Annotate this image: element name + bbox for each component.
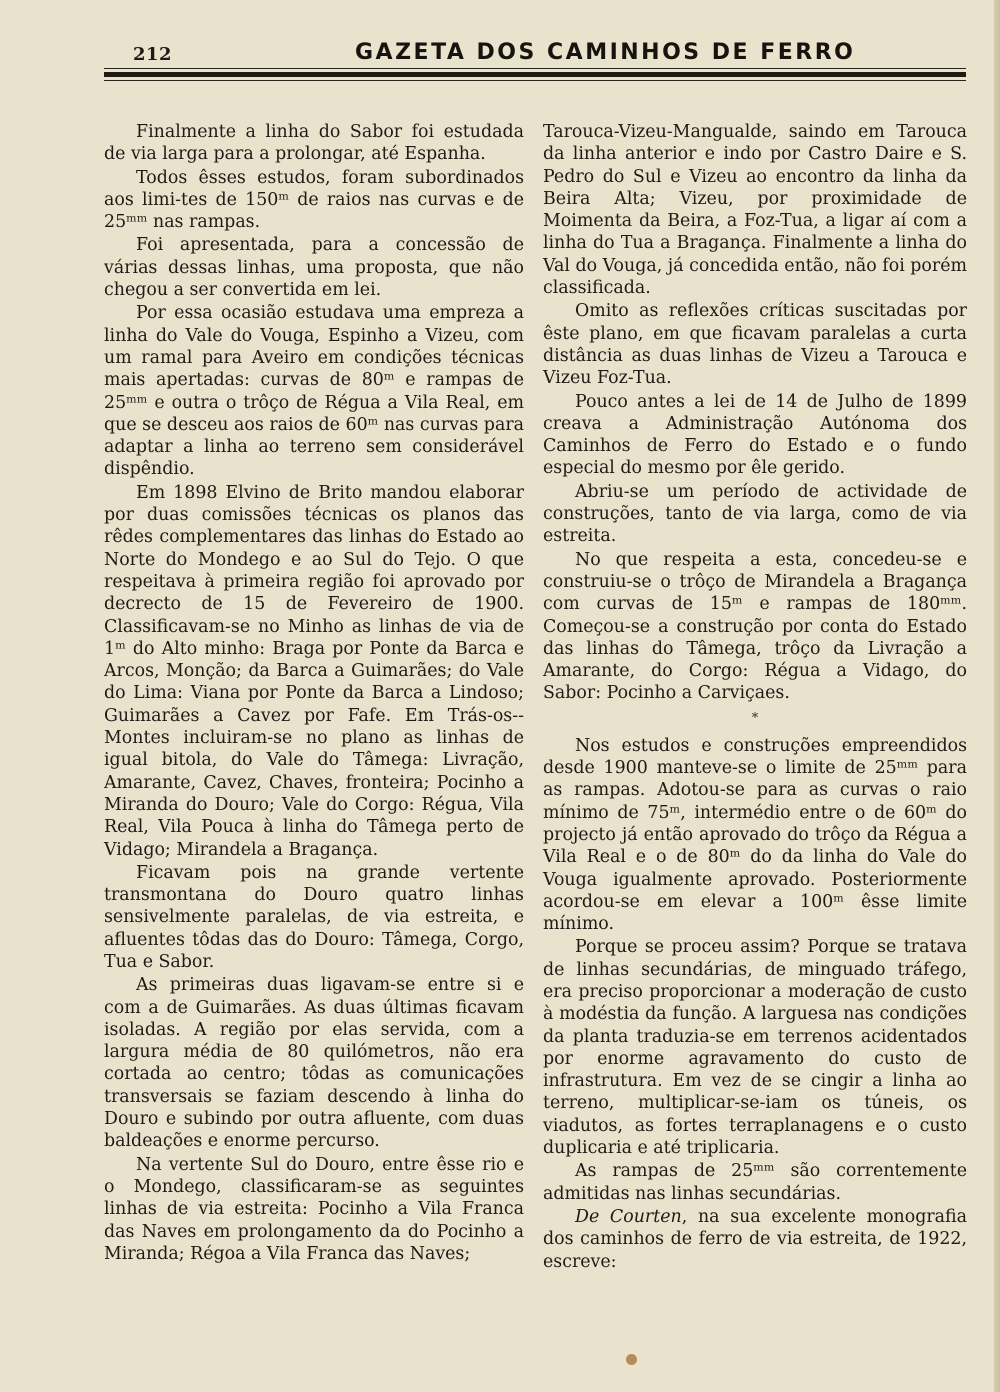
paragraph: Pouco antes a lei de 14 de Julho de 1899 creava a Administração Autónoma dos Caminhos de Ferro do Estado e o fundo especial do mesmo por êle gerido.: [543, 391, 967, 479]
paragraph: Todos êsses estudos, foram subordinados aos limi-tes de 150ᵐ de raios nas curvas e de 25ᵐᵐ nas rampas.: [104, 167, 524, 233]
paragraph: Porque se proceu assim? Porque se tratava de linhas secundárias, de minguado tráfego, era preciso proporcionar a moderação de custo à modéstia da função. A larguesa nas condições da planta traduzia-se em terrenos acidentados por enorme agravamento do custo de infrastrutura. Em vez de se cingir a linha ao terreno, multiplicar-se-iam os túneis, os viadutos, as fortes terraplanagens e o custo duplicaria e até triplicaria.: [543, 937, 967, 1159]
header-rule-top: [104, 68, 966, 69]
left-column: [104, 121, 524, 1265]
journal-title: GAZETA DOS CAMINHOS DE FERRO: [355, 40, 856, 65]
paragraph: No que respeita a esta, concedeu-se e construiu-se o trôço de Mirandela a Bragança com curvas de 15ᵐ e rampas de 180ᵐᵐ. Começou-se a construção por conta do Estado das linhas do Tâmega, trôço da Livração a Amarante, do Corgo: Régua a Vidago, do Sabor: Pocinho a Carviçaes.: [543, 549, 967, 704]
ink-spot: [626, 1354, 637, 1365]
page-number: 212: [133, 44, 173, 65]
paragraph: Finalmente a linha do Sabor foi estudada de via larga para a prolongar, até Espanha.: [104, 122, 524, 165]
header-rule-bottom: [104, 80, 966, 81]
paragraph: Omito as reflexões críticas suscitadas por êste plano, em que ficavam paralelas a curta distância as duas linhas de Vizeu a Tarouca e Vizeu Foz-Tua.: [543, 301, 967, 389]
paragraph: As rampas de 25ᵐᵐ são correntemente admitidas nas linhas secundárias.: [543, 1161, 967, 1204]
paragraph: Nos estudos e construções empreendidos desde 1900 manteve-se o limite de 25ᵐᵐ para as rampas. Adotou-se para as curvas o raio mínimo de 75ᵐ, intermédio entre o de 60ᵐ do projecto já então aprovado do trôço da Régua a Vila Real e o de 80ᵐ do da linha do Vale do Vouga igualmente aprovado. Posteriormente acordou-se em elevar a 100ᵐ êsse limite mínimo.: [543, 735, 967, 935]
paragraph: Na vertente Sul do Douro, entre êsse rio e o Mondego, classificaram-se as seguintes linhas de via estreita: Pocinho a Vila Franca das Naves em prolongamento da do Pocinho a Miranda; Régoa a Vila Franca das Naves;: [104, 1154, 524, 1264]
paragraph: Por essa ocasião estudava uma empreza a linha do Vale do Vouga, Espinho a Vizeu, com um ramal para Aveiro em condições técnicas mais apertadas: curvas de 80ᵐ e rampas de 25ᵐᵐ e outra o trôço de Régua a Vila Real, em que se desceu aos raios de 60ᵐ nas curvas para adaptar a linha ao terreno sem considerável dispêndio.: [104, 303, 524, 480]
author-name: De Courten: [575, 1206, 682, 1227]
page-edge: [994, 0, 1000, 1392]
right-column: [543, 121, 967, 1273]
section-separator-asterisk: *: [751, 710, 759, 726]
paragraph: Em 1898 Elvino de Brito mandou elaborar por duas comissões técnicas os planos das rêdes complementares das linhas do Estado ao Norte do Mondego e ao Sul do Tejo. O que respeitava à primeira região foi aprovado por decrecto de 15 de Fevereiro de 1900. Classificavam-se no Minho as linhas de via de 1ᵐ do Alto minho: Braga por Ponte da Barca e Arcos, Monção; da Barca a Guimarães; do Vale do Lima: Viana por Ponte da Barca a Lindoso; Guimarães a Cavez por Fafe. Em Trás-os--Montes incluiram-se no plano as linhas de igual bitola, do Vale do Tâmega: Livração, Amarante, Cavez, Chaves, fronteira; Pocinho a Miranda do Douro; Vale do Corgo: Régua, Vila Real, Vila Pouca à linha do Tâmega perto de Vidago; Mirandela a Bragança.: [104, 482, 524, 860]
paragraph: As primeiras duas ligavam-se entre si e com a de Guimarães. As duas últimas ficavam isoladas. A região por elas servida, com a largura média de 80 quilómetros, não era cortada ao centro; tôdas as comunicações transversais se faziam descendo à linha do Douro e subindo por outra afluente, com duas baldeações e enorme percurso.: [104, 975, 524, 1152]
header-rule-thick: [104, 72, 966, 77]
paragraph: Ficavam pois na grande vertente transmontana do Douro quatro linhas sensivelmente paralelas, de via estreita, e afluentes tôdas das do Douro: Tâmega, Corgo, Tua e Sabor.: [104, 862, 524, 972]
paragraph: Foi apresentada, para a concessão de várias dessas linhas, uma proposta, que não chegou a ser convertida em lei.: [104, 235, 524, 301]
quote-intro-text: , na sua excelente monografia dos caminhos de ferro de via estreita, de 1922, escreve:: [543, 1206, 967, 1272]
paragraph-continuation: Tarouca-Vizeu-Mangualde, saindo em Tarouca da linha anterior e indo por Castro Daire e S. Pedro do Sul e Vizeu ao encontro da linha da Beira Alta; Vizeu, por proximidade de Moimenta da Beira, a Foz-Tua, a ligar aí com a linha do Tua a Bragança. Finalmente a linha do Val do Vouga, já concedida então, não foi porém classificada.: [543, 122, 967, 299]
paragraph: Abriu-se um período de actividade de construções, tanto de via larga, como de via estreita.: [543, 481, 967, 547]
paragraph-quote-intro: [543, 1206, 967, 1273]
